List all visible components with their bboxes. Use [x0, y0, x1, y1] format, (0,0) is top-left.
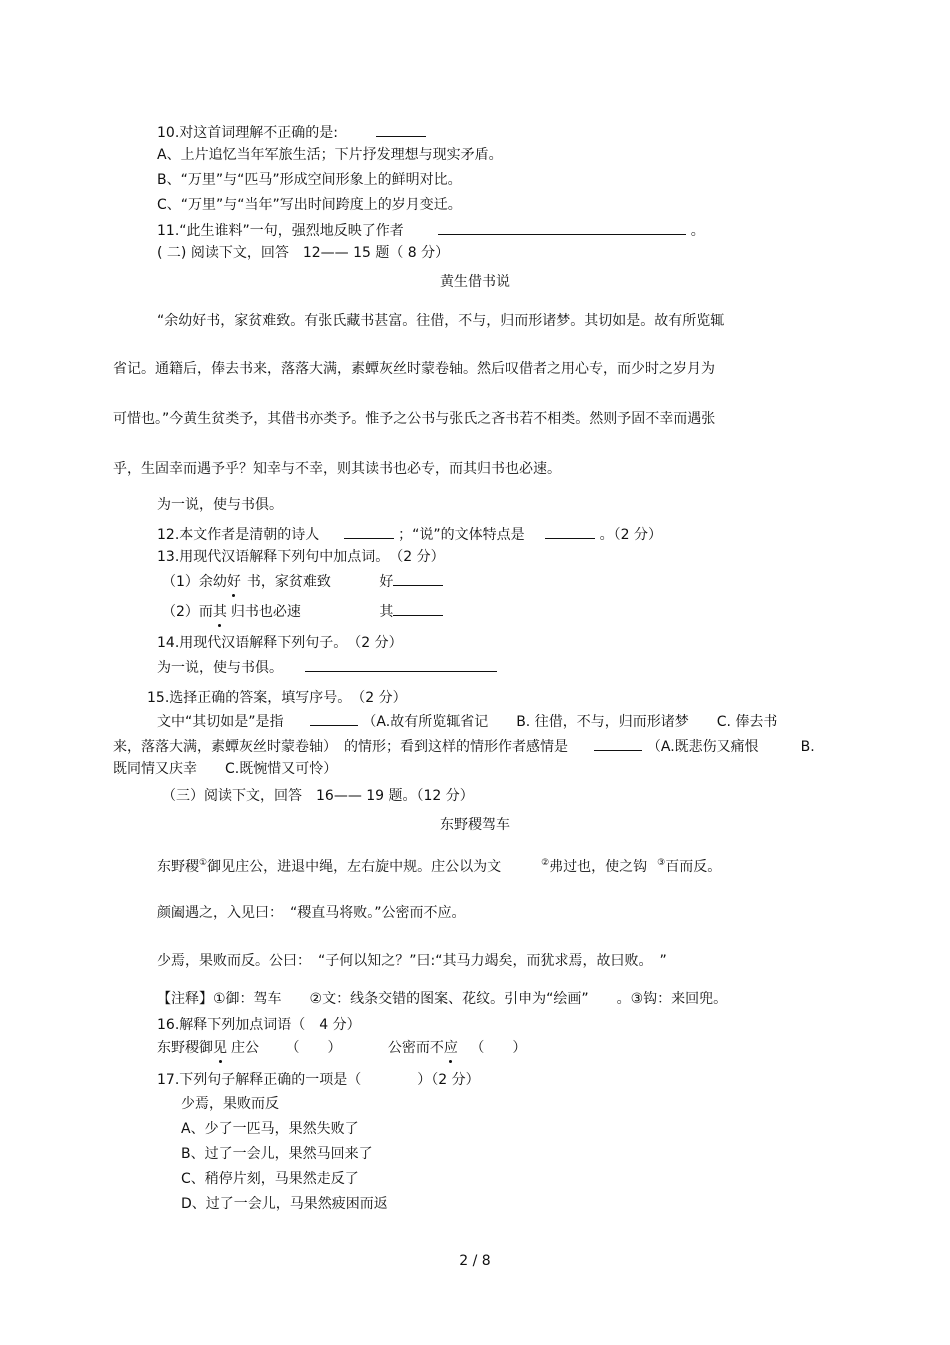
annotation-text: ①御：驾车 ②文：线条交错的图案、花纹。引申为“绘画” 。③钩：来回兜。: [213, 991, 728, 1007]
answer-blank: [594, 736, 642, 751]
passage-title: 黄生借书说: [440, 274, 510, 290]
q17-sentence: 少焉，果败而反: [181, 1096, 279, 1112]
passage-text: 百而反。: [665, 859, 722, 875]
q13-item-2: [162, 601, 443, 621]
q15-text: 文中“其切如是”是指: [157, 714, 284, 730]
passage-paragraph: 少焉，果败而反。公曰： “子何以知之？”曰:“其马力竭矣，而犹求焉，故曰败。 ”: [157, 953, 667, 969]
q10-option-b: B、“万里”与“匹马”形成空间形象上的鲜明对比。: [157, 172, 462, 188]
answer-blank: [393, 571, 443, 586]
q17-option-a: A、少了一匹马，果然失败了: [181, 1121, 359, 1137]
section3-heading: （三）阅读下文，回答 16—— 19 题。（12 分）: [162, 788, 474, 804]
item-text: 庄公: [231, 1040, 259, 1056]
q11-stem: 11.“此生谁料”一句，强烈地反映了作者: [157, 223, 404, 239]
dotted-char: 好: [226, 574, 241, 590]
q12-line: [157, 524, 662, 544]
q13-item-1: [162, 571, 443, 591]
answer-blank: [310, 711, 358, 726]
passage-text: 御见庄公，进退中绳，左右旋中规。庄公以为文: [207, 859, 502, 875]
passage-paragraph: [157, 854, 721, 876]
passage-title: 东野稷驾车: [440, 817, 510, 833]
passage-paragraph: 为一说，使与书俱。: [157, 497, 283, 513]
q12-part1: 12.本文作者是清朝的诗人: [157, 527, 320, 543]
q16-items: [157, 1039, 526, 1057]
q12-part3: 。（2 分）: [599, 527, 662, 543]
q13-stem: 13.用现代汉语解释下列句中加点词。 （2 分）: [157, 549, 445, 565]
q10-option-c: C、“万里”与“当年”写出时间跨度上的岁月变迁。: [157, 197, 462, 213]
q14-sentence-line: [157, 657, 497, 677]
q14-stem: 14.用现代汉语解释下列句子。 （2 分）: [157, 635, 403, 651]
passage-text: 弗过也，使之钩: [549, 859, 648, 875]
q12-part2: ；“说”的文体特点是: [398, 527, 525, 543]
q16-stem: 16.解释下列加点词语（ 4 分）: [157, 1017, 361, 1033]
dotted-char: 应: [443, 1040, 458, 1056]
q15-line-2: [113, 736, 815, 756]
q11-end: 。: [690, 223, 705, 239]
answer-blank: [438, 220, 686, 235]
answer-paren: （ ）: [285, 1040, 342, 1056]
passage-paragraph: 乎，生固幸而遇予乎？知幸与不幸，则其读书也必专，而其归书也必速。: [113, 461, 561, 477]
q10-option-a: A、上片追忆当年军旅生活；下片抒发理想与现实矛盾。: [157, 147, 503, 163]
q11-line: [157, 220, 705, 240]
answer-blank: [545, 524, 595, 539]
q10-stem: 10.对这首词理解不正确的是:: [157, 125, 338, 141]
dotted-char: 见: [213, 1040, 227, 1056]
item-text: 公密而不: [387, 1040, 444, 1056]
page-number: 2 / 8: [459, 1253, 491, 1269]
q15-text: 来，落落大满，素蟫灰丝时蒙卷轴） 的情形；看到这样的情形作者感情是: [113, 739, 568, 755]
passage-text: 东野稷: [157, 859, 199, 875]
item-key: 好: [379, 574, 394, 590]
item-text: （2）而: [162, 604, 213, 620]
q17-option-c: C、稍停片刻，马果然走反了: [181, 1171, 359, 1187]
footnote-marker: ①: [199, 858, 208, 868]
passage-paragraph: “余幼好书，家贫难致。有张氏藏书甚富。往借，不与，归而形诸梦。其切如是。故有所览辄: [157, 313, 725, 329]
answer-blank: [376, 122, 426, 137]
item-text: 归书也必速: [230, 604, 301, 620]
answer-paren: （ ）: [470, 1040, 527, 1056]
annotation-line: [157, 990, 727, 1008]
q14-sentence: 为一说，使与书俱。: [157, 660, 283, 676]
q17-option-d: D、过了一会儿，马果然疲困而返: [181, 1196, 388, 1212]
passage-paragraph: 颜阖遇之，入见曰： “稷直马将败。”公密而不应。: [157, 905, 466, 921]
item-text: 书，家贫难致: [246, 574, 331, 590]
q10-stem-line: [157, 122, 426, 142]
footnote-marker: ③: [657, 858, 666, 868]
answer-blank: [344, 524, 394, 539]
q15-line-1: [157, 711, 777, 731]
passage-paragraph: 省记。通籍后，俸去书来，落落大满，素蟫灰丝时蒙卷轴。然后叹借者之用心专，而少时之岁月为: [113, 361, 715, 377]
item-text: （1）余幼: [162, 574, 227, 590]
q15-line-3: 既同情又庆幸 C.既惋惜又可怜）: [113, 761, 338, 777]
q17-stem: 17.下列句子解释正确的一项是（ ）（2 分）: [157, 1072, 480, 1088]
passage-paragraph: 可惜也。”今黄生贫类予，其借书亦类予。惟予之公书与张氏之吝书若不相类。然则予固不幸而遇张: [113, 411, 716, 427]
dotted-char: 其: [212, 604, 227, 620]
answer-blank: [393, 601, 443, 616]
q17-option-b: B、过了一会儿，果然马回来了: [181, 1146, 373, 1162]
q15-text: （A.既悲伤又痛恨 B.: [646, 739, 815, 755]
answer-blank: [305, 657, 497, 672]
footnote-marker: ②: [541, 858, 550, 868]
q15-stem: 15.选择正确的答案，填写序号。 （2 分）: [147, 690, 407, 706]
item-key: 其: [379, 604, 394, 620]
q15-text: （A.故有所览辄省记 B. 往借，不与，归而形诸梦 C. 俸去书: [362, 714, 778, 730]
section2-heading: ( 二) 阅读下文，回答 12—— 15 题（ 8 分）: [157, 245, 450, 261]
item-text: 东野稷御: [157, 1040, 213, 1056]
annotation-label: 【注释】: [157, 991, 213, 1007]
